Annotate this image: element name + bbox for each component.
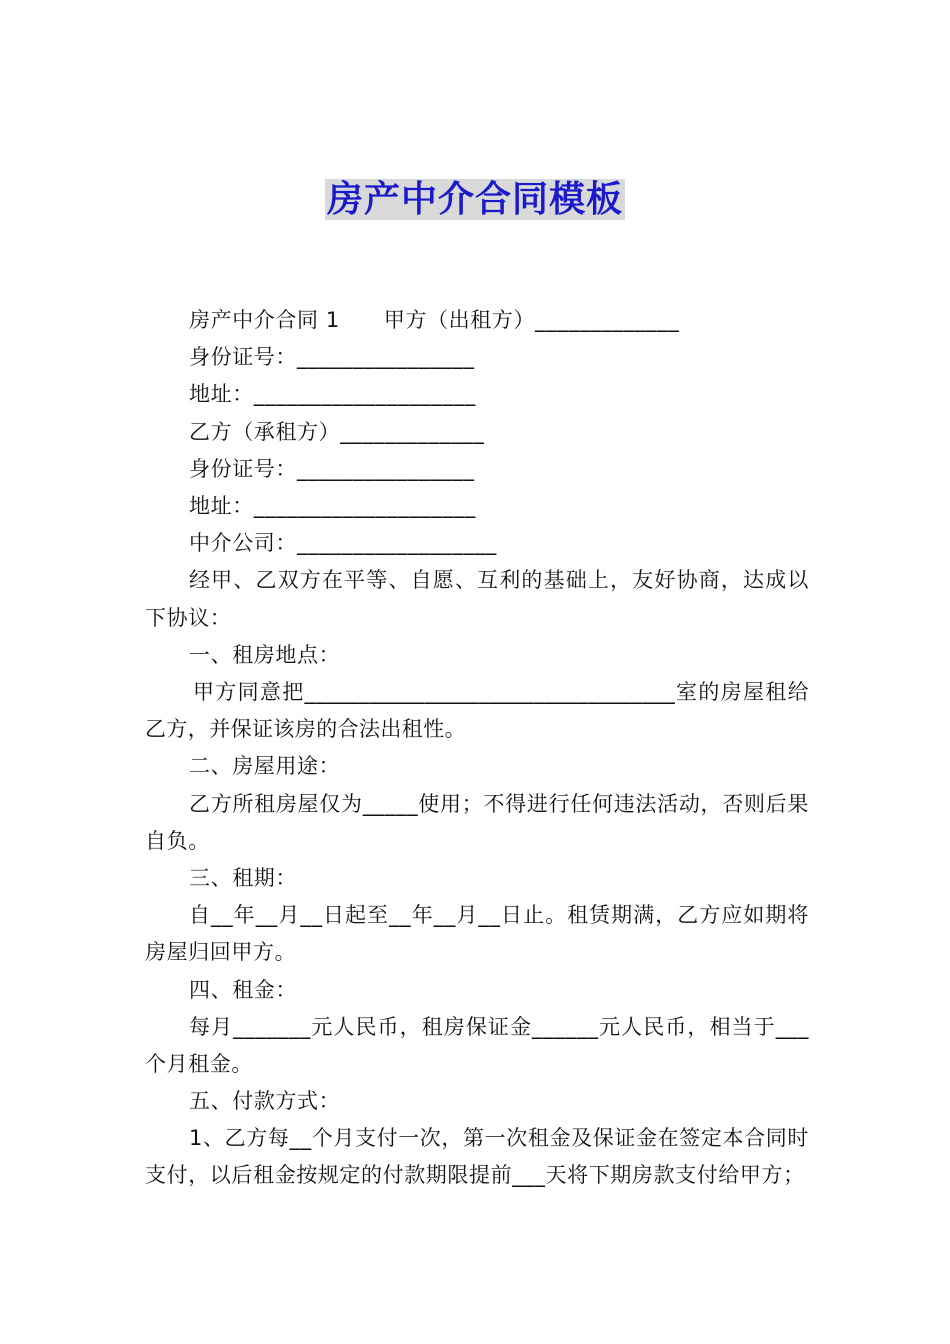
party-b-address-line: 地址：____________________ [189,493,476,518]
section-3-heading: 三、租期： [189,865,297,890]
party-a-field: 甲方（出租方）_____________ [383,308,680,332]
section-4-text: 每月_______元人民币，租房保证金______元人民币，相当于___个月租金。 [145,1014,809,1076]
section-1-heading: 一、租房地点： [189,642,341,667]
party-a-id-line: 身份证号：________________ [189,345,475,370]
contract-body [145,302,809,1195]
section-2-heading: 二、房屋用途： [189,754,341,779]
intro-paragraph: 经甲、乙双方在平等、自愿、互利的基础上，友好协商，达成以下协议： [145,568,809,630]
header-line [145,302,809,339]
document-title [0,176,950,224]
contract-name: 房产中介合同 1 [189,308,340,332]
party-a-address-line: 地址：____________________ [189,382,476,407]
party-b-line: 乙方（承租方）_____________ [189,419,485,444]
section-3-text: 自__年__月__日起至__年__月__日止。租赁期满，乙方应如期将房屋归回甲方。 [145,903,809,965]
section-4-heading: 四、租金： [189,977,297,1002]
agency-line: 中介公司：__________________ [189,531,497,556]
party-b-id-line: 身份证号：________________ [189,456,475,481]
title-text: 房产中介合同模板 [326,179,623,220]
section-5-heading: 五、付款方式： [189,1089,341,1114]
section-5-text: 1、乙方每__个月支付一次，第一次租金及保证金在签定本合同时支付，以后租金按规定的付款期限提前___天将下期房款支付给甲方； [145,1126,809,1188]
section-1-text: 甲方同意把__________________________________室的房屋租给乙方，并保证该房的合法出租性。 [145,679,809,742]
section-2-text: 乙方所租房屋仅为_____使用；不得进行任何违法活动，否则后果自负。 [145,791,809,853]
